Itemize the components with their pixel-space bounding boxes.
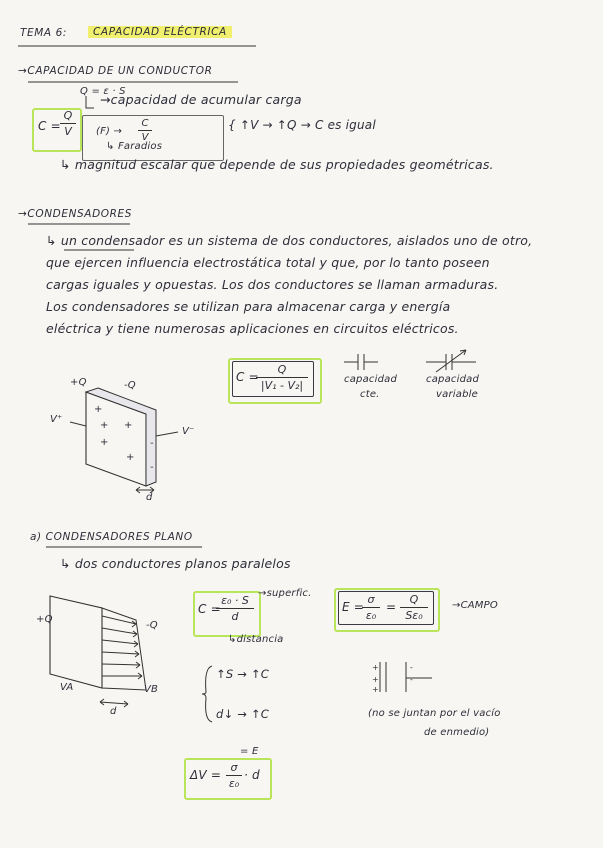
plus-sign: + [126,452,135,463]
text-line-2: que ejercen influencia electrostática total y que, por lo tanto poseen [46,255,490,270]
section2-heading: →CONDENSADORES [18,208,133,220]
capacitor-variable-symbol [426,350,486,374]
relation-surface: ↑S → ↑C [216,667,269,681]
condensador-underline [64,248,144,252]
svg-text:-: - [410,675,413,684]
plus-sign: + [100,420,109,431]
section3-heading: a) CONDENSADORES PLANO [30,531,193,543]
capacitor-const-symbol [344,352,384,372]
e-label: E = [342,600,365,614]
dv-e-label: = E [240,746,259,757]
superficie-label: →superfic. [258,588,312,599]
section1-heading: →CAPACIDAD DE UN CONDUCTOR [18,65,213,77]
e-numerator-2: Q [409,593,419,606]
unit-farad: (F) → [96,126,123,137]
cap-var-label-1: capacidad [426,374,480,385]
plane-va: VA [60,682,74,693]
svg-text:+: + [372,675,379,684]
svg-text:+: + [372,685,379,694]
plane-vb: VB [144,684,159,695]
capacitor-diagram [40,370,240,510]
title-prefix: TEMA 6: [20,27,68,39]
faradios-label: ↳ Faradios [106,141,163,152]
relation-brace [202,664,214,724]
e-equals: = [386,600,397,614]
section3-underline [46,545,226,549]
dv-lhs: ΔV = [190,768,222,782]
condenser-denominator: |V₁ - V₂| [260,379,304,392]
capacitor-charge-sketch [366,660,446,696]
text-line-5: eléctrica y tiene numerosas aplicaciones en circuitos eléctricos. [46,321,459,336]
unit-numerator: C [141,118,149,129]
capacity-numerator: Q [63,109,73,122]
campo-label: →CAMPO [452,600,498,611]
minus-sign: - [150,438,154,449]
vacuum-note-2: de enmedio) [424,727,490,738]
plus-sign: + [100,437,109,448]
section1-underline [28,80,248,84]
svg-text:-: - [410,663,413,672]
unit-denominator: V [141,132,149,143]
e-denominator-1: ε₀ [365,609,377,622]
condenser-numerator: Q [277,363,287,376]
condenser-c-label: C = [236,370,259,384]
plane-capacitor-diagram [40,590,180,720]
capacity-denominator: V [64,125,72,138]
plane-plus-q: +Q [36,614,53,625]
cap-const-label-2: cte. [360,389,380,400]
e-numerator-1: σ [367,593,375,606]
page-title: CAPACIDAD ELÉCTRICA [88,26,232,38]
dv-distance: · d [244,768,260,782]
relation-distance: d↓ → ↑C [216,707,269,721]
units-box [82,115,224,161]
diagram-v-minus: V⁻ [182,426,195,437]
capacity-c-label: C = [38,119,61,133]
plus-sign: + [94,404,103,415]
minus-sign: - [150,462,154,473]
dv-denominator: ε₀ [228,777,240,790]
diagram-plus-q: +Q [70,377,87,388]
plus-sign: + [124,420,133,431]
distancia-label: ↳distancia [228,634,284,645]
plane-distance: d [110,706,117,717]
cap-const-label-1: capacidad [344,374,398,385]
q-definition: Q = ε · S [80,86,126,97]
diagram-distance: d [146,492,153,503]
vacuum-note-1: (no se juntan por el vacío [368,708,501,719]
text-line-3: cargas iguales y opuestas. Los dos conductores se llaman armaduras. [46,277,499,292]
plane-c-label: C = [198,602,221,616]
voltage-relation: { ↑V → ↑Q → C es igual [228,118,376,132]
diagram-v-plus: V⁺ [50,414,63,425]
cap-var-label-2: variable [436,389,478,400]
section3-sub: ↳ dos conductores planos paralelos [60,556,291,571]
plane-minus-q: -Q [146,620,158,631]
section2-underline [28,222,148,226]
plane-c-numerator: ε₀ · S [221,594,249,607]
magnitude-text: ↳ magnitud escalar que depende de sus propiedades geométricas. [60,157,494,172]
svg-text:+: + [372,663,379,672]
q-arrow [84,96,96,112]
text-line-1: ↳ un condensador es un sistema de dos conductores, aislados uno de otro, [46,233,533,248]
capacity-description: →capacidad de acumular carga [100,92,302,107]
e-denominator-2: Sε₀ [405,609,423,622]
title-underline [18,44,258,48]
diagram-minus-q: -Q [124,380,136,391]
plane-c-denominator: d [231,610,239,623]
dv-numerator: σ [230,761,238,774]
text-line-4: Los condensadores se utilizan para almacenar carga y energía [46,299,451,314]
